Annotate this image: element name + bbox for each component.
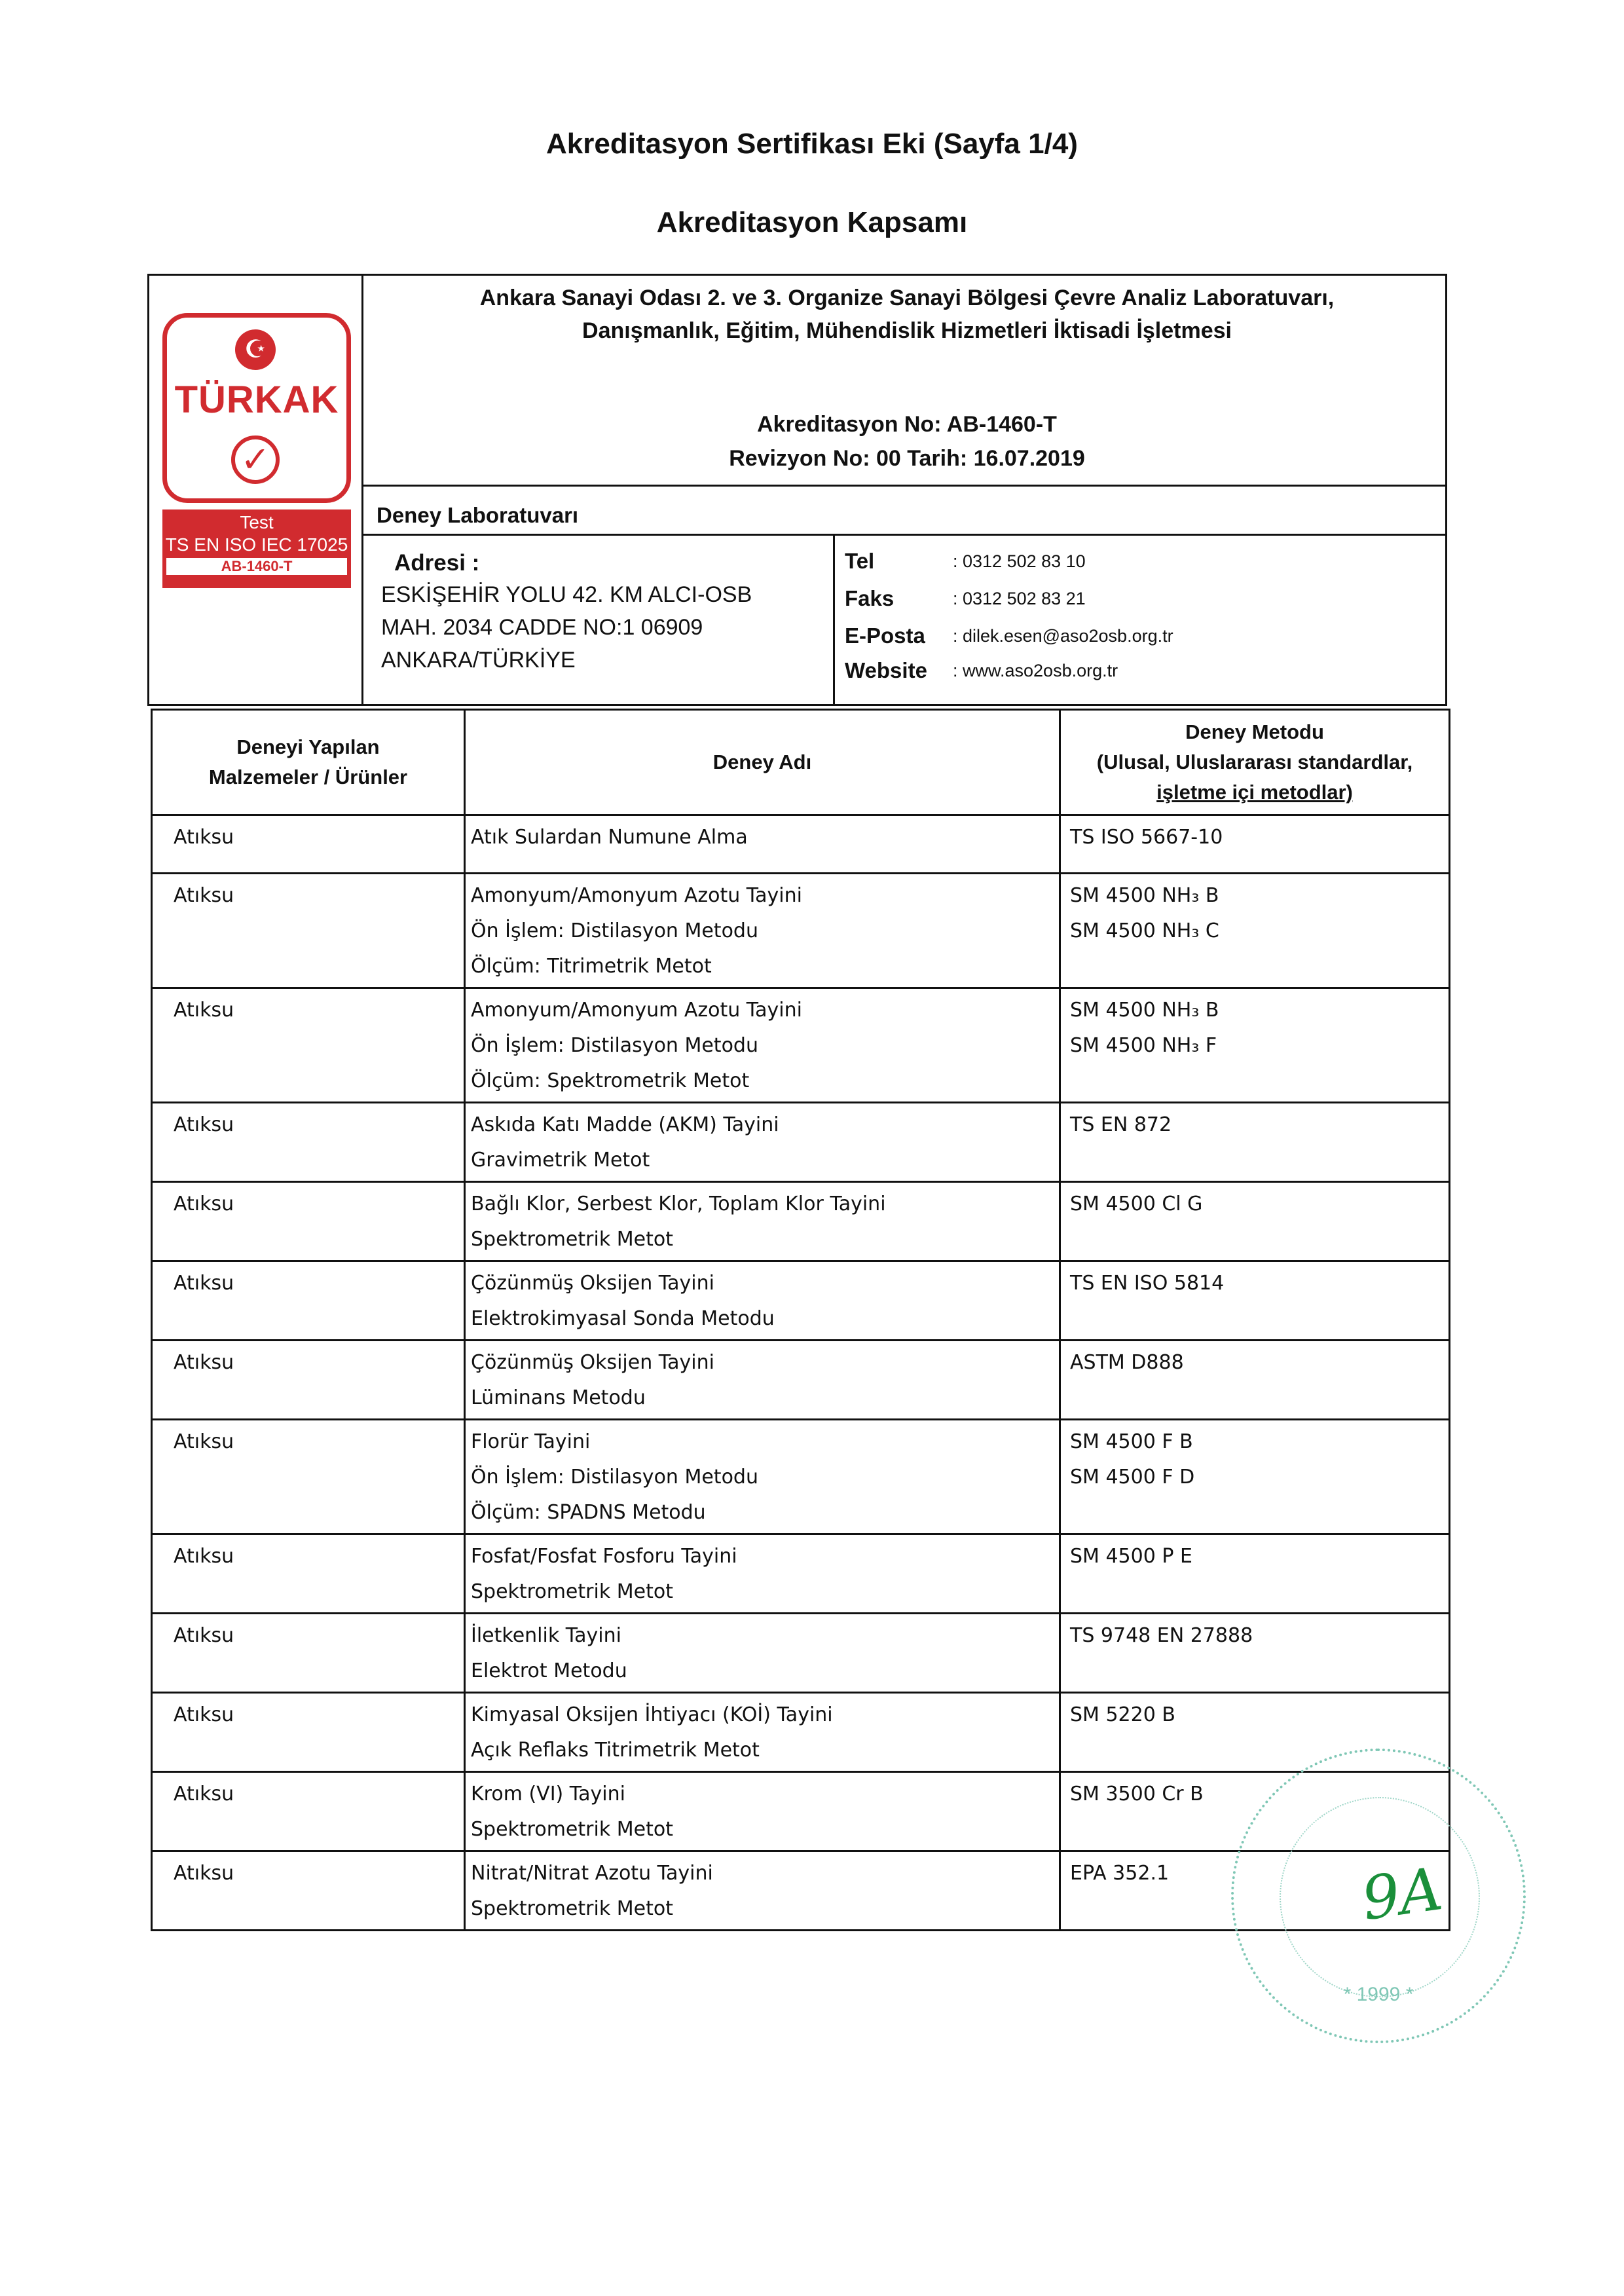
organization-name: Ankara Sanayi Odası 2. ve 3. Organize Sanayi Bölgesi Çevre Analiz Laboratuvarı, Danışmanlık, Eğitim, Mühendislik Hizmetleri İktisadi İşletmesi [479, 286, 1335, 343]
logo-badge [162, 509, 351, 588]
test-name-line: Amonyum/Amonyum Azotu Tayini [471, 999, 802, 1022]
table-row [152, 1693, 1450, 1772]
test-name-cell [465, 1103, 1060, 1182]
material-cell: Atıksu [152, 1341, 465, 1420]
method-line: SM 4500 NH₃ C [1070, 919, 1219, 942]
test-name-cell [465, 988, 1060, 1103]
method-line: TS 9748 EN 27888 [1070, 1624, 1253, 1647]
test-name-line: Nitrat/Nitrat Azotu Tayini [471, 1862, 713, 1885]
table-row [152, 815, 1450, 874]
material-cell: Atıksu [152, 1614, 465, 1693]
crescent-star-icon: ☪ [235, 329, 276, 370]
column-header-method: Deney Metodu (Ulusal, Uluslararası standardlar, işletme içi metodlar) [1060, 710, 1450, 815]
test-name-cell [465, 1261, 1060, 1341]
test-name-cell [465, 1341, 1060, 1420]
contact-website-value: : www.aso2osb.org.tr [953, 661, 1118, 680]
contact-email-value: : dilek.esen@aso2osb.org.tr [953, 626, 1173, 646]
test-name-cell [465, 874, 1060, 988]
address-label: Adresi : [394, 550, 480, 576]
method-line: TS EN 872 [1070, 1113, 1172, 1136]
material-cell: Atıksu [152, 1534, 465, 1614]
table-body [152, 815, 1450, 1931]
test-name-line: Amonyum/Amonyum Azotu Tayini [471, 884, 802, 907]
method-line: SM 4500 F B [1070, 1430, 1193, 1453]
turkak-logo [162, 313, 351, 503]
test-name-line: İletkenlik Tayini [471, 1624, 621, 1647]
contact-fax-value: : 0312 502 83 21 [953, 589, 1086, 608]
method-cell [1060, 1420, 1450, 1534]
table-row [152, 1534, 1450, 1614]
method-line: ASTM D888 [1070, 1351, 1184, 1374]
test-name-line: Fosfat/Fosfat Fosforu Tayini [471, 1545, 737, 1568]
method-line: SM 3500 Cr B [1070, 1783, 1204, 1805]
checkmark-icon: ✓ [231, 435, 280, 484]
test-name-cell [465, 1693, 1060, 1772]
header-divider-vertical [361, 274, 363, 706]
method-cell [1060, 815, 1450, 874]
test-name-line: Gravimetrik Metot [471, 1149, 650, 1172]
test-name-cell [465, 1182, 1060, 1261]
contact-website-label: Website [845, 658, 927, 682]
header-divider-1 [361, 485, 1447, 487]
test-name-line: Açık Reflaks Titrimetrik Metot [471, 1739, 760, 1762]
test-name-line: Elektrot Metodu [471, 1659, 627, 1682]
table-row [152, 1103, 1450, 1182]
test-name-line: Ön İşlem: Distilasyon Metodu [471, 919, 758, 942]
method-line: SM 5220 B [1070, 1703, 1175, 1726]
material-cell: Atıksu [152, 1182, 465, 1261]
material-cell: Atıksu [152, 1103, 465, 1182]
test-name-cell [465, 1772, 1060, 1851]
logo-badge-number: AB-1460-T [166, 558, 347, 575]
method-cell [1060, 1534, 1450, 1614]
test-name-line: Ön İşlem: Distilasyon Metodu [471, 1466, 758, 1489]
contact-tel-value: : 0312 502 83 10 [953, 551, 1086, 571]
scope-table [151, 709, 1450, 1931]
logo-badge-test: Test [240, 512, 274, 532]
contact-tel-label: Tel [845, 549, 875, 573]
test-name-line: Spektrometrik Metot [471, 1580, 673, 1603]
method-cell [1060, 1182, 1450, 1261]
test-name-line: Çözünmüş Oksijen Tayini [471, 1272, 714, 1295]
logo-badge-standard: TS EN ISO IEC 17025 [165, 534, 348, 555]
material-cell: Atıksu [152, 815, 465, 874]
method-cell [1060, 1103, 1450, 1182]
method-cell [1060, 988, 1450, 1103]
test-name-line: Spektrometrik Metot [471, 1818, 673, 1841]
test-name-line: Atık Sulardan Numune Alma [471, 826, 748, 849]
test-name-line: Bağlı Klor, Serbest Klor, Toplam Klor Tayini [471, 1193, 886, 1215]
test-name-line: Spektrometrik Metot [471, 1897, 673, 1920]
method-line: SM 4500 Cl G [1070, 1193, 1203, 1215]
column-header-test-name: Deney Adı [465, 710, 1060, 815]
method-line: TS ISO 5667-10 [1070, 826, 1223, 849]
accreditation-info [367, 407, 1447, 475]
method-cell [1060, 874, 1450, 988]
address: ESKİŞEHİR YOLU 42. KM ALCI-OSB MAH. 2034 CADDE NO:1 06909 ANKARA/TÜRKİYE [381, 582, 752, 673]
method-line: SM 4500 F D [1070, 1466, 1195, 1489]
test-name-line: Çözünmüş Oksijen Tayini [471, 1351, 714, 1374]
lab-type: Deney Laboratuvarı [377, 503, 579, 527]
test-name-cell [465, 1851, 1060, 1931]
test-name-cell [465, 1420, 1060, 1534]
test-name-cell [465, 815, 1060, 874]
logo-name: TÜRKAK [174, 379, 339, 421]
test-name-cell [465, 1534, 1060, 1614]
page-title: Akreditasyon Sertifikası Eki (Sayfa 1/4) [546, 128, 1078, 160]
test-name-line: Elektrokimyasal Sonda Metodu [471, 1307, 775, 1330]
test-name-line: Lüminans Metodu [471, 1386, 646, 1409]
method-cell [1060, 1341, 1450, 1420]
test-name-line: Ölçüm: SPADNS Metodu [471, 1501, 706, 1524]
table-row [152, 1182, 1450, 1261]
material-cell: Atıksu [152, 1851, 465, 1931]
test-name-line: Ölçüm: Spektrometrik Metot [471, 1069, 750, 1092]
test-name-line: Krom (VI) Tayini [471, 1783, 625, 1805]
method-line: SM 4500 NH₃ B [1070, 999, 1219, 1022]
test-name-line: Spektrometrik Metot [471, 1228, 673, 1251]
revision-info: Revizyon No: 00 Tarih: 16.07.2019 [729, 446, 1085, 471]
contact-fax-label: Faks [845, 586, 895, 610]
material-cell: Atıksu [152, 874, 465, 988]
material-cell: Atıksu [152, 1772, 465, 1851]
test-name-cell [465, 1614, 1060, 1693]
method-line: TS EN ISO 5814 [1070, 1272, 1225, 1295]
method-line: EPA 352.1 [1070, 1862, 1170, 1885]
contact-email-label: E-Posta [845, 623, 925, 648]
method-cell [1060, 1614, 1450, 1693]
column-header-materials: Deneyi Yapılan Malzemeler / Ürünler [152, 710, 465, 815]
test-name-line: Ön İşlem: Distilasyon Metodu [471, 1034, 758, 1057]
method-line: SM 4500 NH₃ B [1070, 884, 1219, 907]
signature: 9A [1357, 1855, 1447, 1934]
accreditation-number: Akreditasyon No: AB-1460-T [757, 412, 1057, 437]
material-cell: Atıksu [152, 1693, 465, 1772]
table-row [152, 1614, 1450, 1693]
material-cell: Atıksu [152, 1420, 465, 1534]
material-cell: Atıksu [152, 988, 465, 1103]
table-row [152, 1420, 1450, 1534]
test-name-line: Kimyasal Oksijen İhtiyacı (KOİ) Tayini [471, 1703, 833, 1726]
test-name-line: Askıda Katı Madde (AKM) Tayini [471, 1113, 779, 1136]
page-subtitle: Akreditasyon Kapsamı [656, 206, 968, 238]
table-row [152, 874, 1450, 988]
method-line: SM 4500 NH₃ F [1070, 1034, 1217, 1057]
table-header-row [152, 710, 1450, 815]
seal-year: * 1999 * [1343, 1984, 1414, 2005]
table-row [152, 1261, 1450, 1341]
table-row [152, 988, 1450, 1103]
table-row [152, 1341, 1450, 1420]
material-cell: Atıksu [152, 1261, 465, 1341]
test-name-line: Ölçüm: Titrimetrik Metot [471, 955, 712, 978]
method-line: SM 4500 P E [1070, 1545, 1192, 1568]
header-divider-2 [361, 534, 1447, 536]
test-name-line: Florür Tayini [471, 1430, 591, 1453]
method-cell [1060, 1261, 1450, 1341]
